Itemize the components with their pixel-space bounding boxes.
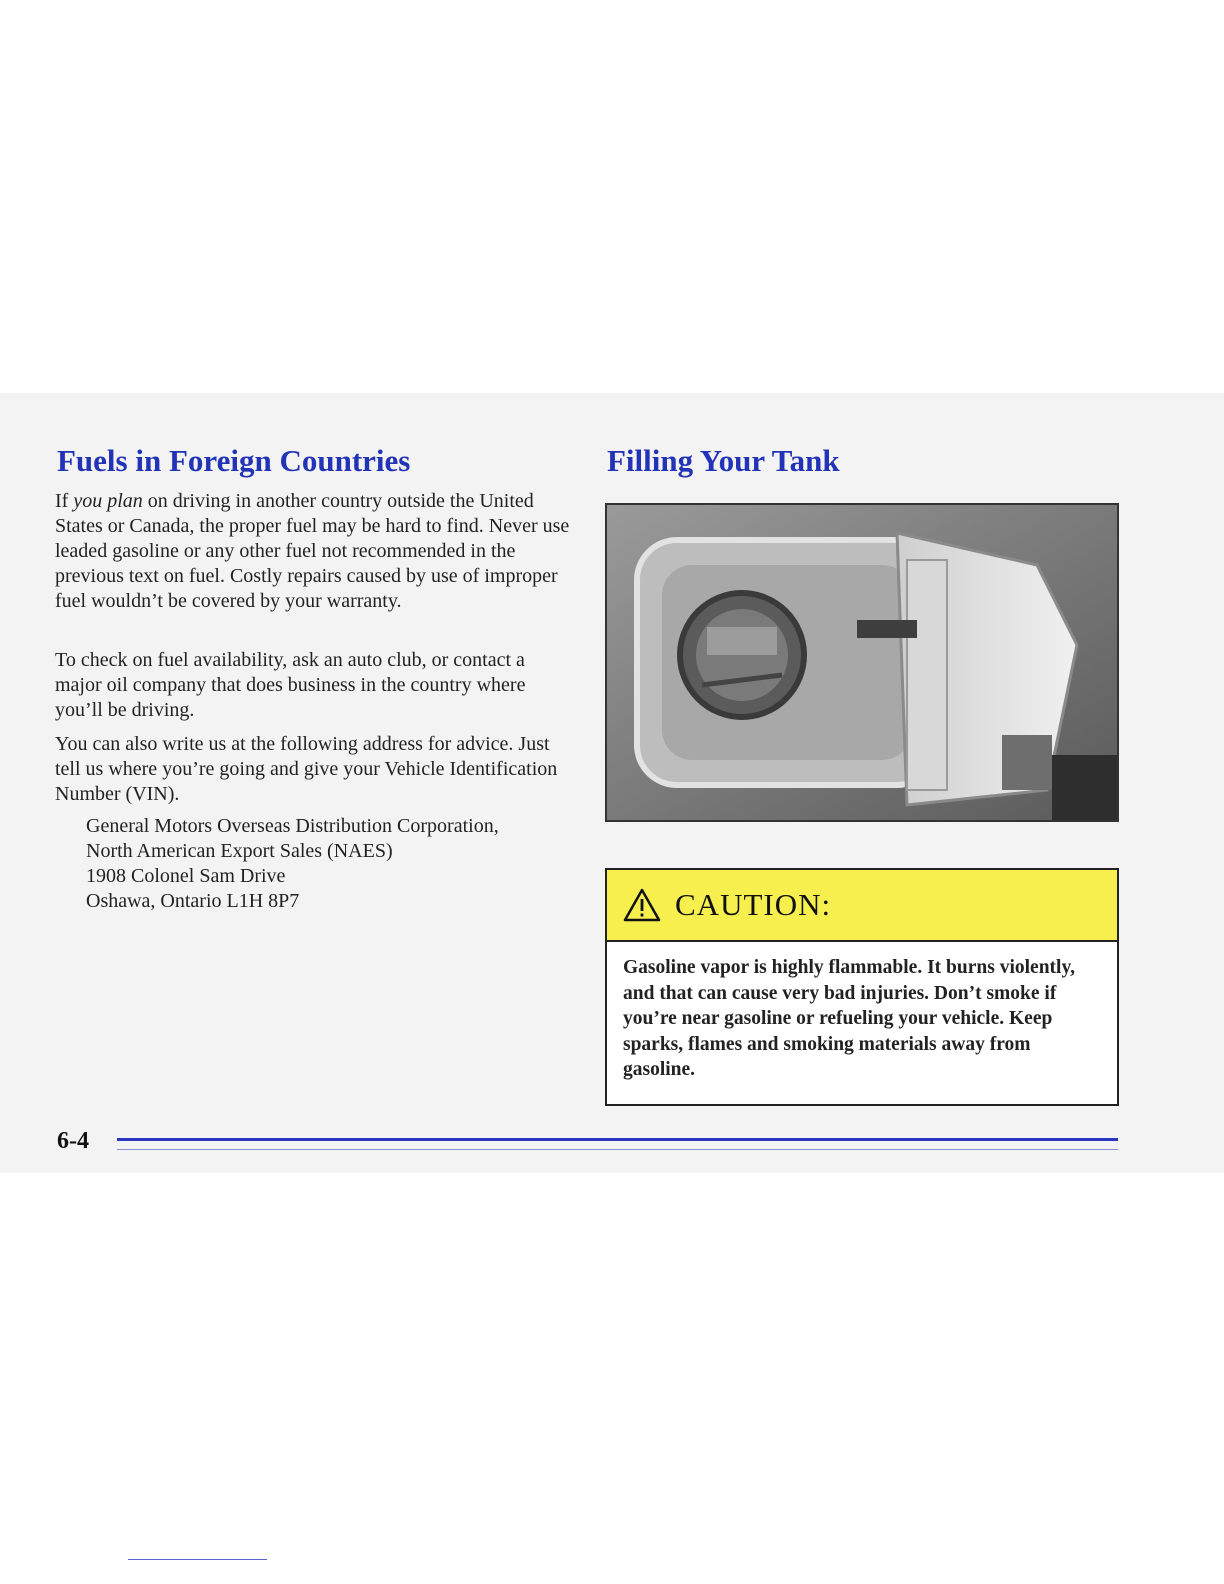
warning-triangle-icon [623, 888, 661, 922]
footer-rule [117, 1138, 1118, 1141]
p1-pre: If [55, 490, 74, 512]
fuel-door-photo [605, 503, 1119, 822]
fuels-foreign-paragraph-2: To check on fuel availability, ask an auto club, or contact a major oil company that does business in the country where you’ll be driving. [55, 649, 526, 721]
caution-text: Gasoline vapor is highly flammable. It burns violently, and that can cause very bad injuries. Don’t smoke if you’re near gasoline or refueling your vehicle. Keep sparks, flames and smoking materials away from gasoline. [623, 957, 1075, 1080]
fuels-foreign-paragraph-1 [55, 489, 575, 614]
page-number: 6-4 [57, 1128, 89, 1154]
caution-header [607, 870, 1117, 942]
footer-rule-thin [117, 1149, 1118, 1150]
address-line: 1908 Colonel Sam Drive [86, 865, 286, 887]
bottom-divider [128, 1559, 267, 1560]
address-line: North American Export Sales (NAES) [86, 840, 393, 862]
address-line: General Motors Overseas Distribution Corporation, [86, 815, 499, 837]
mailing-address [86, 814, 576, 914]
p1-post: on driving in another country outside the United States or Canada, the proper fuel may be hard to find. Never use leaded gasoline or any other fuel not recommended in the previous text on fuel. Costly repairs caused by use of improper fuel wouldn’t be covered by your warranty. [55, 490, 570, 612]
address-line: Oshawa, Ontario L1H 8P7 [86, 890, 300, 912]
fuels-foreign-heading: Fuels in Foreign Countries [57, 443, 411, 478]
p1-italic: you plan [73, 490, 143, 512]
caution-box [605, 868, 1119, 1106]
fuels-foreign-paragraph-3: You can also write us at the following address for advice. Just tell us where you’re going and give your Vehicle Identification Number (VIN). [55, 733, 558, 805]
filling-tank-heading: Filling Your Tank [607, 443, 840, 478]
fuel-door-illustration [607, 505, 1117, 820]
caution-title: CAUTION: [675, 887, 832, 922]
